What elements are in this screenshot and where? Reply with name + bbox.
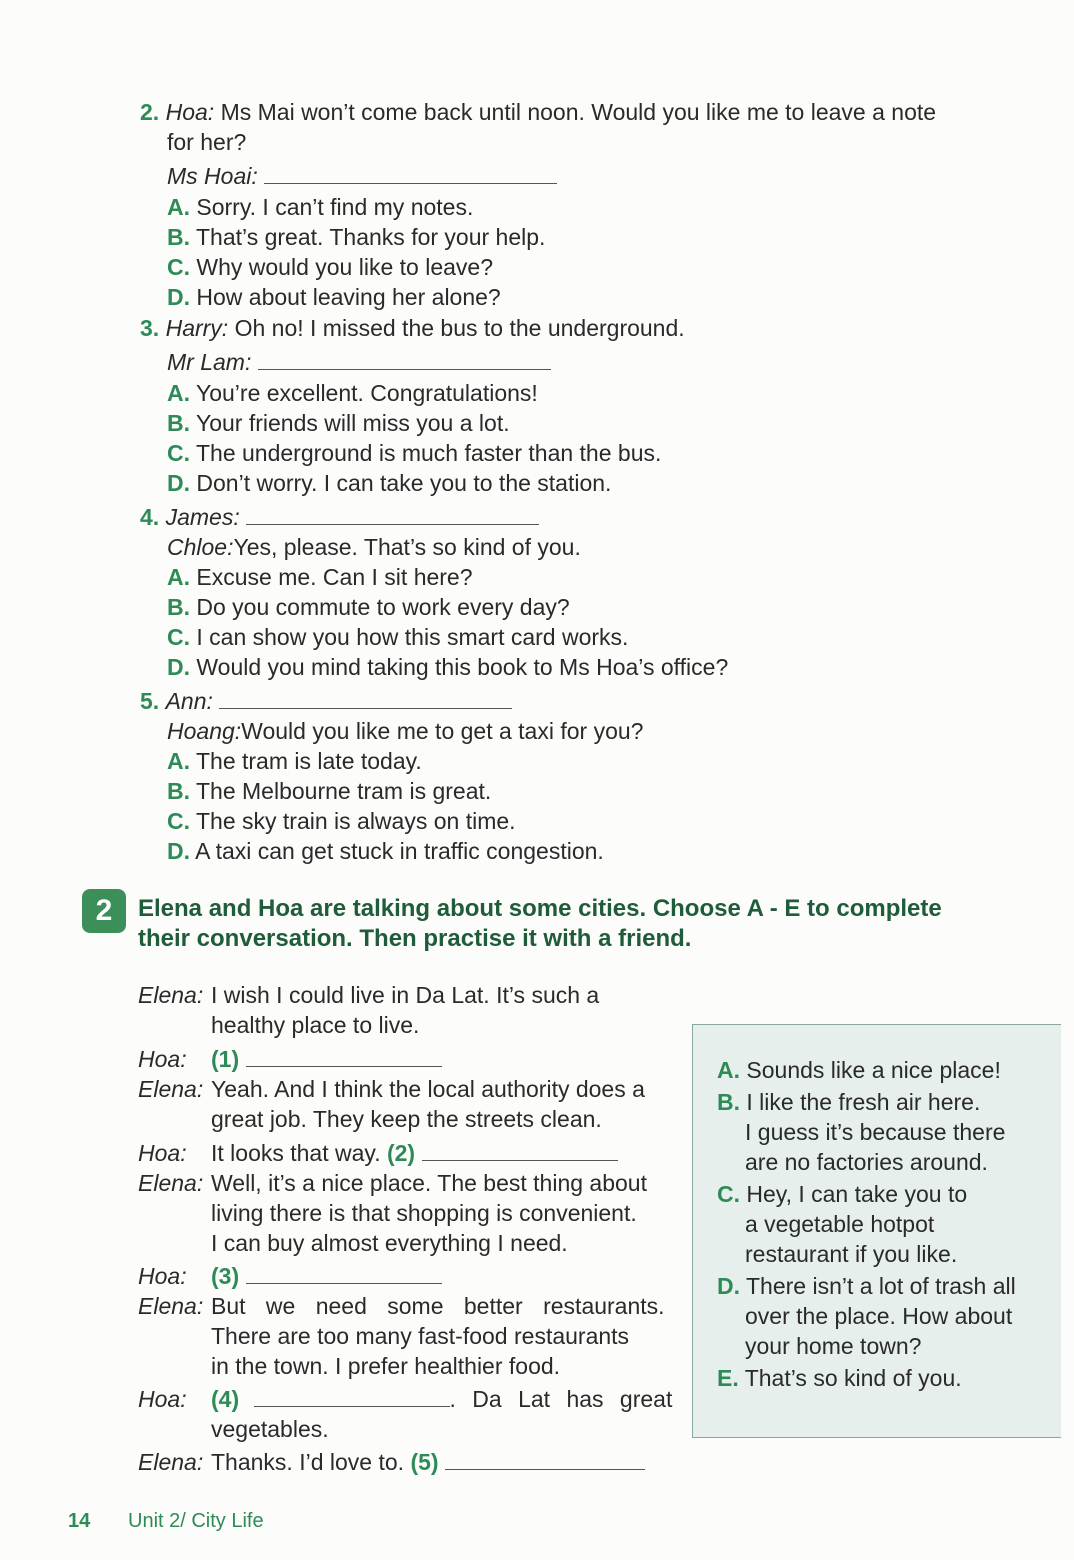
q3-option-d[interactable] [167,468,611,498]
blank-3-line[interactable] [246,1261,442,1284]
q4-option-d-letter: D. [167,654,190,680]
box-option-b[interactable] [717,1087,980,1117]
q2-option-b[interactable] [167,222,545,252]
q2-number: 2. [140,99,160,125]
q5-number: 5. [140,688,160,714]
dialogue-5c: in the town. I prefer healthier food. [211,1353,561,1379]
blank-5-row [211,1447,645,1477]
q4-option-b[interactable] [167,592,570,622]
q2-option-b-text: That’s great. Thanks for your help. [195,224,546,250]
speaker-elena-3: Elena: [138,1170,204,1196]
blank-1-label: (1) [211,1046,240,1072]
speaker-elena-4: Elena: [138,1293,204,1319]
blank-4-row [211,1384,672,1414]
q2-response-row [167,161,557,191]
q2-speaker: Hoa: [165,99,215,125]
box-option-e-letter: E. [717,1365,739,1391]
q3-option-b[interactable] [167,408,510,438]
q5-option-d[interactable] [167,836,604,866]
box-option-c-text-2: a vegetable hotpot [745,1211,935,1237]
q3-option-b-letter: B. [167,410,190,436]
q2-line1: Ms Mai won’t come back until noon. Would you like me to leave a note [220,99,937,125]
q3-option-a[interactable] [167,378,538,408]
box-option-d-letter: D. [717,1273,740,1299]
q5-option-b-text: The Melbourne tram is great. [195,778,492,804]
q3-option-d-text: Don’t worry. I can take you to the station. [196,470,612,496]
q3-option-c-letter: C. [167,440,190,466]
box-option-d-text-2: over the place. How about [745,1303,1013,1329]
page-number: 14 [68,1510,91,1532]
task-number-badge: 2 [82,889,126,933]
blank-3-row [211,1261,442,1291]
q3-option-c[interactable] [167,438,661,468]
q2-responder: Ms Hoai: [167,163,258,189]
q3-speaker: Harry: [165,315,229,341]
blank-1-line[interactable] [246,1044,442,1067]
q4-option-c-letter: C. [167,624,190,650]
box-option-b-text-1: I like the fresh air here. [746,1089,981,1115]
q5-option-a-text: The tram is late today. [195,748,422,774]
dialogue-4c: I can buy almost everything I need. [211,1230,568,1256]
q5-option-a-letter: A. [167,748,190,774]
q2-option-c[interactable] [167,252,493,282]
box-option-b-letter: B. [717,1089,740,1115]
speaker-hoa-3: Hoa: [138,1263,187,1289]
answer-options-box [692,1024,1061,1438]
q2-option-b-letter: B. [167,224,190,250]
q5-responder: Hoang: [167,718,242,744]
q4-option-b-text: Do you commute to work every day? [196,594,570,620]
box-option-d-text-3: your home town? [745,1333,922,1359]
box-option-d-text-1: There isn’t a lot of trash all [745,1273,1016,1299]
speaker-hoa-2: Hoa: [138,1140,187,1166]
q2-option-a-text: Sorry. I can’t find my notes. [196,194,474,220]
q4-responder: Chloe: [167,534,234,560]
dialogue-7: Thanks. I’d love to. [211,1449,405,1475]
q4-option-d[interactable] [167,652,728,682]
box-option-a-letter: A. [717,1057,740,1083]
speaker-elena-2: Elena: [138,1076,204,1102]
q4-speaker: James: [165,504,240,530]
blank-4-label: (4) [211,1386,240,1412]
q2-option-d-letter: D. [167,284,190,310]
q3-option-b-text: Your friends will miss you a lot. [195,410,510,436]
q4-option-a-text: Excuse me. Can I sit here? [196,564,473,590]
q5-option-c-letter: C. [167,808,190,834]
speaker-elena-5: Elena: [138,1449,204,1475]
q3-prompt [140,313,685,343]
q4-answer-blank[interactable] [246,502,539,525]
dialogue-6b: vegetables. [211,1416,329,1442]
q5-option-d-letter: D. [167,838,190,864]
blank-3-label: (3) [211,1263,240,1289]
box-option-c[interactable] [717,1179,967,1209]
q2-option-c-text: Why would you like to leave? [196,254,493,280]
dialogue-2a: Yeah. And I think the local authority does a [211,1076,645,1102]
q3-option-a-letter: A. [167,380,190,406]
q3-line1: Oh no! I missed the bus to the underground. [234,315,685,341]
q4-prompt [140,502,539,532]
q4-option-a[interactable] [167,562,473,592]
q4-option-b-letter: B. [167,594,190,620]
q3-option-d-letter: D. [167,470,190,496]
q5-speaker: Ann: [165,688,213,714]
box-option-e-text: That’s so kind of you. [744,1365,962,1391]
q5-option-b-letter: B. [167,778,190,804]
q5-option-a[interactable] [167,746,422,776]
blank-2-line[interactable] [422,1138,618,1161]
blank-2-row [211,1138,618,1168]
box-option-c-text-3: restaurant if you like. [745,1241,958,1267]
blank-5-line[interactable] [445,1447,645,1470]
q2-option-c-letter: C. [167,254,190,280]
q5-answer-blank[interactable] [219,686,512,709]
q5-prompt [140,686,512,716]
box-option-c-text-1: Hey, I can take you to [746,1181,968,1207]
box-option-d[interactable] [717,1271,1016,1301]
q5-reply: Would you like me to get a taxi for you? [241,718,644,744]
q5-option-c[interactable] [167,806,516,836]
blank-1-row [211,1044,442,1074]
dialogue-5a: But we need some better restaurants. [211,1293,665,1319]
dialogue-2b: great job. They keep the streets clean. [211,1106,602,1132]
blank-2-label: (2) [386,1140,416,1166]
q4-option-c[interactable] [167,622,628,652]
unit-label: Unit 2/ City Life [128,1510,264,1532]
q4-number: 4. [140,504,160,530]
q5-option-c-text: The sky train is always on time. [195,808,516,834]
dialogue-3: It looks that way. [211,1140,381,1166]
q2-prompt [140,97,936,127]
speaker-hoa-1: Hoa: [138,1046,187,1072]
q2-option-a[interactable] [167,192,473,222]
box-option-a-text: Sounds like a nice place! [746,1057,1001,1083]
q3-responder: Mr Lam: [167,349,252,375]
box-option-c-letter: C. [717,1181,740,1207]
box-option-b-text-3: are no factories around. [745,1149,988,1175]
q4-option-d-text: Would you mind taking this book to Ms Hoa’s office? [196,654,729,680]
q5-option-d-text: A taxi can get stuck in traffic congestion. [195,838,604,864]
q5-reply-row [167,716,643,746]
q2-option-d-text: How about leaving her alone? [196,284,501,310]
box-option-b-text-2: I guess it’s because there [745,1119,1006,1145]
task2-instruction-line1: Elena and Hoa are talking about some cities. Choose A - E to complete [138,895,942,922]
box-option-e[interactable] [717,1363,962,1393]
task2-instruction-line2: their conversation. Then practise it with a friend. [138,925,692,952]
dialogue-6a: . Da Lat has great [449,1386,673,1412]
q4-reply: Yes, please. That’s so kind of you. [233,534,581,560]
q3-number: 3. [140,315,160,341]
dialogue-4b: living there is that shopping is convenient. [211,1200,637,1226]
dialogue-4a: Well, it’s a nice place. The best thing about [211,1170,647,1196]
q3-option-a-text: You’re excellent. Congratulations! [195,380,538,406]
q4-reply-row [167,532,581,562]
q5-option-b[interactable] [167,776,491,806]
q3-option-c-text: The underground is much faster than the bus. [195,440,662,466]
blank-4-line[interactable] [254,1384,450,1407]
box-option-a[interactable] [717,1055,1001,1085]
q4-option-a-letter: A. [167,564,190,590]
q2-answer-blank[interactable] [264,161,557,184]
q2-option-d[interactable] [167,282,501,312]
q3-response-row [167,347,551,377]
q3-answer-blank[interactable] [258,347,551,370]
blank-5-label: (5) [410,1449,439,1475]
dialogue-1b: healthy place to live. [211,1012,420,1038]
q4-option-c-text: I can show you how this smart card works. [196,624,629,650]
q2-line2: for her? [167,129,247,155]
dialogue-5b: There are too many fast-food restaurants [211,1323,630,1349]
speaker-hoa-4: Hoa: [138,1386,187,1412]
q2-option-a-letter: A. [167,194,190,220]
dialogue-1a: I wish I could live in Da Lat. It’s such a [211,982,600,1008]
speaker-elena-1: Elena: [138,982,204,1008]
